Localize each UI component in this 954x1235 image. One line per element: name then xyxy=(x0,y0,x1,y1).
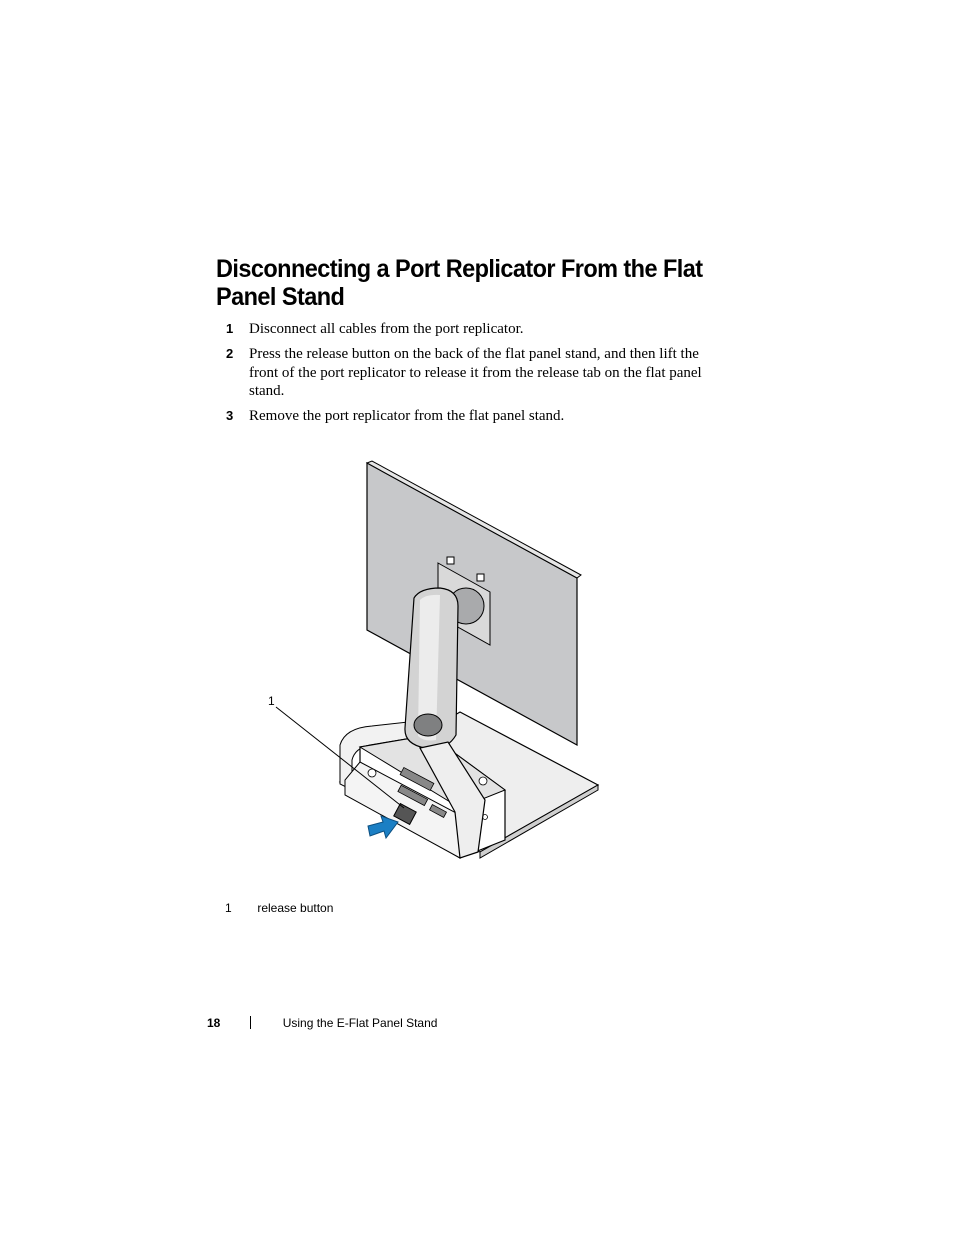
footer-section-title: Using the E-Flat Panel Stand xyxy=(282,1016,438,1030)
legend-number: 1 xyxy=(225,901,232,915)
step-list xyxy=(226,320,726,432)
page-number: 18 xyxy=(207,1016,221,1030)
column-opening xyxy=(414,714,442,736)
step-item xyxy=(226,320,726,339)
step-text: Disconnect all cables from the port replicator. xyxy=(249,321,524,337)
step-text: Press the release button on the back of the flat panel stand, and then lift the front of the port replicator to release it from the release tab on the flat panel stand. xyxy=(249,346,702,399)
section-heading: Disconnecting a Port Replicator From the Flat Panel Stand xyxy=(216,255,703,311)
footer-divider xyxy=(250,1016,251,1029)
stand-illustration xyxy=(260,455,620,865)
step-item xyxy=(226,407,726,426)
callout-number: 1 xyxy=(268,694,275,708)
page-footer xyxy=(207,1016,437,1030)
legend-label: release button xyxy=(257,901,334,915)
step-number: 3 xyxy=(226,408,234,423)
step-number: 1 xyxy=(226,321,234,336)
step-item xyxy=(226,345,726,401)
figure-legend xyxy=(225,901,333,915)
step-text: Remove the port replicator from the flat panel stand. xyxy=(249,408,565,424)
step-number: 2 xyxy=(226,346,234,361)
